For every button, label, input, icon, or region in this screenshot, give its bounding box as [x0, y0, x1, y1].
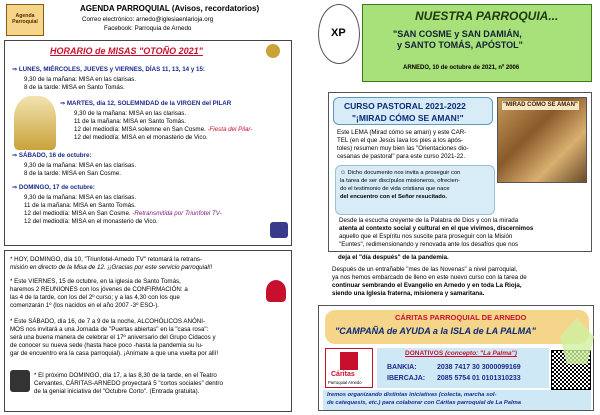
block1-heading: ⇒ LUNES, MIÉRCOLES, JUEVES y VIERNES, DÍAS 11, 13, 14 y 15: — [12, 66, 205, 73]
email-line: Correo electrónico: arnedo@iglesiaenlarioja.org — [82, 16, 214, 23]
block3-line2: 8 de la tarde: MISA en San Cosme. — [24, 170, 121, 177]
notice3-line3: será una buena manera de celebrar el 17º aniversario del Grupo Cidacos y — [10, 334, 216, 341]
notice4-line1: * El próximo DOMINGO, día 17, a las 8,30 de la tarde, en el Teatro — [34, 372, 217, 379]
donativos-label: DONATIVOS (concepto: "La Palma") — [405, 350, 517, 357]
footer-line1: Iremos organizando distintas iniciativas (colecta, marcha sol- — [327, 392, 497, 398]
nuestra-title: NUESTRA PARROQUIA... — [415, 9, 559, 23]
parish-seal — [318, 4, 360, 64]
retransmitida-label: -Retransmitida por Triunfotel TV- — [132, 210, 222, 217]
block1-line1: 9,30 de la mañana: MISA en las clarisas. — [24, 76, 137, 83]
caritas-title-line2: "CAMPAÑA de AYUDA a la ISLA de LA PALMA" — [335, 326, 536, 336]
block2-line4: 12 del mediodía: MISA en el monasterio de Vico. — [74, 134, 208, 141]
curso-title-line2: "¡MIRAD CÓMO SE AMAN!" — [352, 113, 464, 123]
caritas-logo-sub: Parroquial Arnedo — [328, 380, 362, 385]
horario-title: HORARIO de MISAS "OTOÑO 2021" — [50, 46, 203, 56]
agenda-logo-text: Agenda Parroquial — [12, 13, 38, 25]
agenda-logo — [6, 4, 44, 36]
caritas-logo-text: Cáritas — [331, 371, 355, 378]
curso-p3-line1: Después de un entrañable "mes de las Novenas" a nivel parroquial, — [332, 266, 518, 273]
notice3-line4: de conocer su nueva sede (hasta hace poco -hasta la pandemia su lu- — [10, 342, 203, 349]
caritas-cross-icon — [340, 352, 358, 370]
agenda-title: AGENDA PARROQUIAL (Avisos, recordatorios) — [80, 4, 260, 13]
notice1-line1: * HOY, DOMINGO, día 10, "Triunfotel-Arnedo TV" retomará la retrans- — [10, 256, 203, 263]
notice4-line2: Cervantes, CÁRITAS-ARNEDO proyectará 5 "cortos sociales" dentro — [34, 380, 223, 387]
curso-p3-line2: ya nos hemos embarcado de lleno en este nuevo curso con la tarea de — [332, 274, 527, 281]
seal-monogram: XP — [331, 27, 346, 39]
camera-icon — [10, 370, 30, 392]
curso-p1-line1: Este LEMA (Mirad cómo se aman) y este CAR- — [337, 129, 467, 136]
poster-caption: "MIRAD CÓMO SE AMAN" — [502, 101, 579, 110]
caritas-title-line1: CÁRITAS PARROQUIAL DE ARNEDO — [395, 313, 527, 322]
notice2-line1: * Este VIERNES, 15 de octubre, en la iglesia de Santo Tomás, — [10, 278, 181, 285]
curso-p2-line5: deja el "día después" de la pandemia. — [338, 254, 449, 261]
bankia-label: BANKIA: — [387, 364, 417, 371]
block4-heading: ⇒ DOMINGO, 17 de octubre: — [12, 184, 95, 191]
virgen-pilar-image — [14, 96, 56, 150]
ibercaja-label: IBERCAJA: — [387, 375, 426, 382]
nuestra-parroquia-header — [362, 4, 592, 82]
donativos-panel — [377, 348, 549, 388]
caritas-box — [318, 305, 594, 411]
mirad-como-se-aman-poster — [497, 97, 587, 183]
dicho-line1: ☺ Dicho documento nos invita a proseguir con — [340, 170, 461, 176]
curso-p3-line3: continuar sembrando el Evangelio en Arnedo y en toda La Rioja, — [332, 282, 522, 289]
block2-line1: 9,30 de la mañana: MISA en las clarisas. — [74, 110, 187, 117]
block2-line3: 12 del mediodía: MISA solemne en San Cosme. -Fiesta del Pilar- — [74, 126, 253, 133]
dateline: ARNEDO, 10 de octubre de 2021, nº 2006 — [403, 65, 520, 71]
curso-p2-line3: aquello que el Espíritu nos suscite para proseguir con la Misión — [339, 233, 513, 240]
block1-line2: 8 de la tarde: MISA en Santo Tomás. — [24, 84, 125, 91]
curso-p2-line1: Desde la escucha creyente de la Palabra de Dios y con la mirada — [339, 217, 519, 224]
tv-icon — [270, 222, 288, 238]
subtitle-line1: "SAN COSME y SAN DAMIÁN, — [393, 29, 522, 39]
notice1-line2: misión en directo de la Misa de 12. ¡¡Gracias por este servicio parroquial!! — [10, 264, 213, 271]
fiesta-pilar-label: -Fiesta del Pilar- — [207, 126, 253, 133]
block4-line2: 11 de la mañana: MISA en Santo Tomás. — [24, 202, 136, 209]
dicho-line4: del encuentro con el Señor resucitado. — [340, 194, 447, 200]
ibercaja-account: 2085 5754 01 0101310233 — [437, 375, 521, 382]
bankia-account: 2038 7417 30 3000099169 — [437, 364, 521, 371]
notice3-line1: * Este SÁBADO, día 16, de 7 a 9 de la noche, ALCOHÓLICOS ANÓNI- — [10, 318, 206, 325]
curso-p3-line4: siendo una Iglesia fraterna, misionera y samaritana. — [332, 290, 485, 297]
block4-line1: 9,30 de la mañana: MISA en las clarisas. — [24, 194, 137, 201]
caritas-title-box — [325, 310, 589, 344]
notice2-line2: haremos 2 REUNIONES con los jóvenes de CONFIRMACIÓN: a — [10, 286, 188, 293]
block4-line3: 12 del mediodía: MISA en San Cosme. -Retransmitida por Triunfotel TV- — [24, 210, 222, 217]
curso-pastoral-box — [328, 92, 592, 252]
facebook-line: Facebook: Parroquia de Arnedo — [104, 25, 192, 32]
curso-p1-line4: cesanas de pastoral" para este curso 2021-22. — [337, 153, 466, 160]
notice2-line3: las 4 de la tarde, con los del 2º curso; y a las 4,30 con los que — [10, 294, 180, 301]
subtitle-line2: y SANTO TOMÁS, APÓSTOL" — [397, 40, 523, 50]
confirmacion-dove-icon — [266, 280, 286, 302]
notice4-line3: de la genial iniciativa del "Octubre Corto". (Entrada gratuita). — [34, 388, 200, 395]
curso-p1-line3: toles) resumen muy bien las "Orientaciones dio- — [337, 145, 469, 152]
curso-p1-line2: TEL (en el que Jesús lava los pies a los após- — [337, 137, 463, 144]
block3-heading: ⇒ SÁBADO, 16 de octubre: — [12, 152, 92, 159]
dicho-line3: do el testimonio de vida cristiana que nace — [340, 186, 450, 192]
block2-heading: ⇒ MARTES, día 12, SOLEMNIDAD de la VIRGEN del PILAR — [60, 100, 232, 107]
block2-line2: 11 de la mañana: MISA en Santo Tomás. — [74, 118, 186, 125]
caritas-logo — [325, 348, 373, 388]
horario-emblem-icon — [266, 44, 280, 58]
dicho-documento-box — [335, 165, 495, 215]
block4-line4: 12 del mediodía: MISA en el monasterio de Vico. — [24, 218, 158, 225]
notice2-line4: comenzarán 1º (los nacidos en el año 2007 -3º ESO-). — [10, 302, 159, 309]
curso-title-line1: CURSO PASTORAL 2021-2022 — [344, 101, 466, 111]
block3-line1: 9,30 de la mañana: MISA en las clarisas. — [24, 162, 137, 169]
curso-title-box — [333, 97, 493, 125]
notice3-line2: MOS nos invitará a una Jornada de "Puertas abiertas" en la "casa rosa": — [10, 326, 209, 333]
curso-p2-line2: atenta al contexto social y cultural en el que vivimos, discernimos — [339, 225, 534, 232]
caritas-footer-note — [323, 390, 591, 410]
curso-p2-line4: "Euntes", redimensionando y renovada ante los desafíos que nos — [339, 241, 519, 248]
dicho-line2: la tarea de ser discípulos misioneros, ofrecien- — [340, 178, 460, 184]
notice3-line5: gar de encuentro era la casa parroquial). ¡Anímate a que una vuelta por allí! — [10, 350, 219, 357]
footer-line2: de catequesis, etc.) para colaborar con Cáritas parroquial de La Palma — [327, 400, 521, 406]
